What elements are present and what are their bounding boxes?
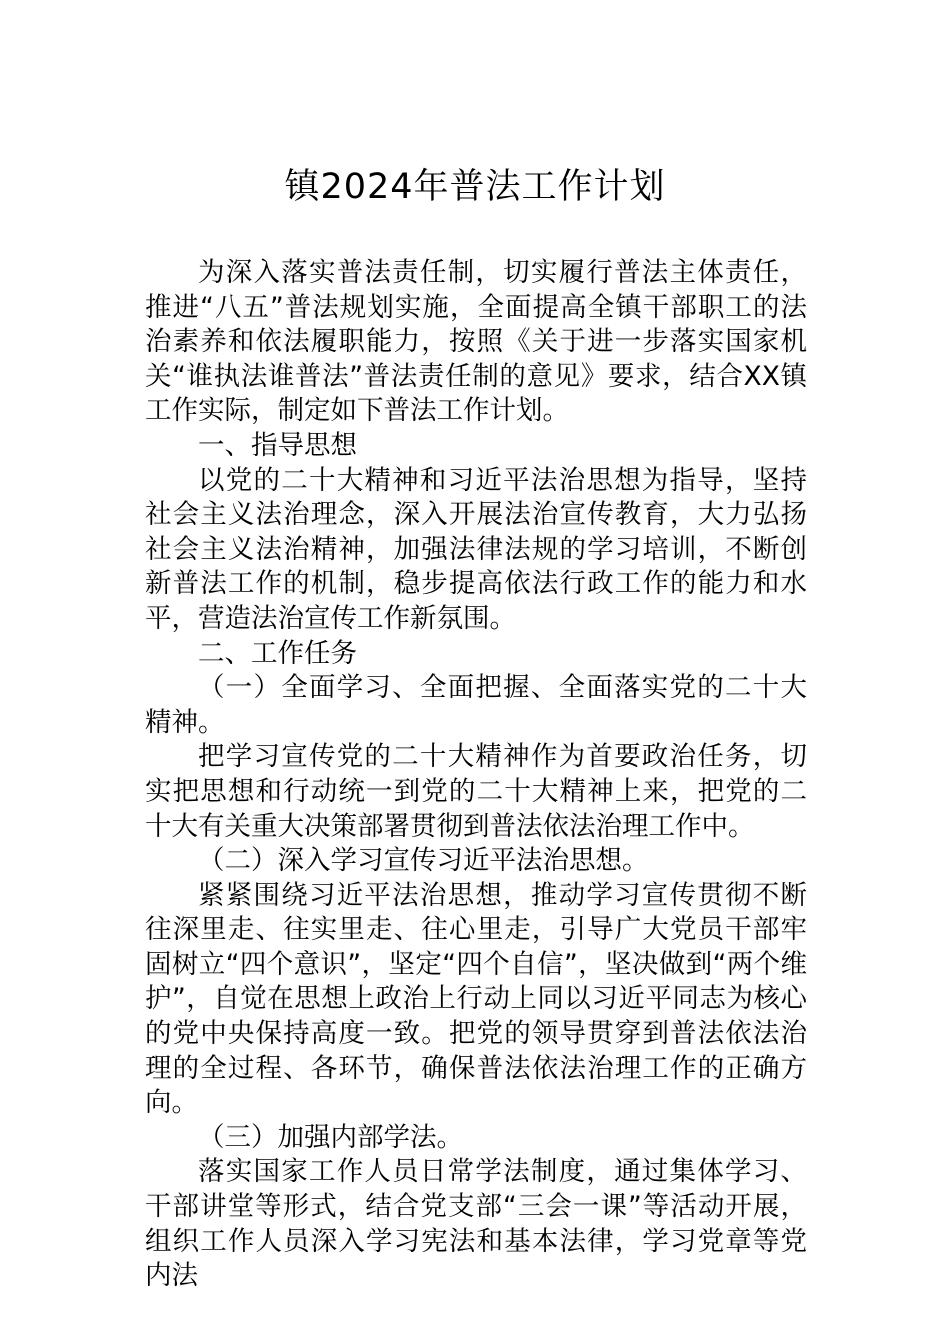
intro-paragraph: 为深入落实普法责任制，切实履行普法主体责任，推进“八五”普法规划实施，全面提高全镇干部职工的法治素养和依法履职能力，按照《关于进一步落实国家机关“谁执法谁普法”普法责任制的意见》要求，结合XX镇工作实际，制定如下普法工作计划。 (145, 257, 807, 427)
guiding-ideology-paragraph: 以党的二十大精神和习近平法治思想为指导，坚持社会主义法治理念，深入开展法治宣传教育，大力弘扬社会主义法治精神，加强法律法规的学习培训，不断创新普法工作的机制，稳步提高依法行政工作的能力和水平，营造法治宣传工作新氛围。 (145, 464, 807, 634)
subheading-task-2: （二）深入学习宣传习近平法治思想。 (198, 845, 649, 877)
document-title: 镇2024年普法工作计划 (284, 167, 666, 207)
task-1-paragraph: 把学习宣传党的二十大精神作为首要政治任务，切实把思想和行动统一到党的二十大精神上来，把党的二十大有关重大决策部署贯彻到普法依法治理工作中。 (145, 741, 807, 842)
section-heading-work-tasks: 二、工作任务 (198, 637, 357, 669)
subheading-task-3: （三）加强内部学法。 (198, 1121, 463, 1153)
document-body (145, 256, 807, 1294)
subheading-task-1: （一）全面学习、全面把握、全面落实党的二十大精神。 (145, 672, 807, 738)
section-heading-guiding-ideology: 一、指导思想 (198, 429, 357, 461)
task-3-paragraph: 落实国家工作人员日常学法制度，通过集体学习、干部讲堂等形式，结合党支部“三会一课”等活动开展，组织工作人员深入学习宪法和基本法律，学习党章等党内法 (145, 1156, 807, 1292)
task-2-paragraph: 紧紧围绕习近平法治思想，推动学习宣传贯彻不断往深里走、往实里走、往心里走，引导广大党员干部牢固树立“四个意识”，坚定“四个自信”，坚决做到“两个维护”，自觉在思想上政治上行动上同以习近平同志为核心的党中央保持高度一致。把党的领导贯穿到普法依法治理的全过程、各环节，确保普法依法治理工作的正确方向。 (145, 879, 807, 1119)
